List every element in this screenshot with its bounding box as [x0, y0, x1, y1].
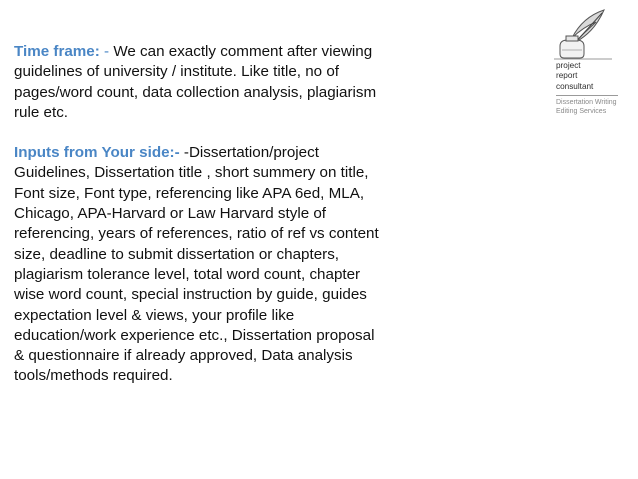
inputs-paragraph — [14, 143, 414, 387]
logo-divider — [556, 95, 618, 96]
logo-tagline-line1: Dissertation Writing — [556, 99, 617, 106]
logo-tagline — [556, 98, 636, 116]
logo-wordmark — [556, 61, 593, 92]
time-frame-dash: - — [99, 43, 114, 60]
company-logo — [548, 8, 638, 128]
slide-body — [14, 42, 414, 387]
time-frame-text: We can exactly comment after viewing guidelines of university / institute. Like title, no of pages/word count, data collection analysis, plagiarism rule etc. — [14, 43, 377, 121]
inputs-text: -Dissertation/project Guidelines, Dissertation title , short summery on title, Font size, Font type, referencing like APA 6ed, MLA, Chicago, APA-Harvard or Law Harvard style of referencing, years of references, ratio of ref vs content size, deadline to submit dissertation or chapters, plagiarism tolerance level, total word count, chapter wise word count, special instruction by guide, guides expectation level & views, your profile like education/work experience etc., Dissertation proposal & questionnaire if already approved, Data analysis tools/methods required. — [14, 144, 379, 385]
time-frame-label: Time frame: — [14, 43, 100, 60]
quill-inkpot-icon — [552, 8, 618, 60]
logo-line-project: project — [556, 61, 581, 70]
inputs-label: Inputs from Your side:- — [14, 144, 180, 162]
logo-line-report: report — [556, 71, 578, 81]
logo-tagline-line2: Editing Services — [556, 108, 607, 116]
time-frame-paragraph — [14, 42, 414, 123]
logo-line-consultant: consultant — [556, 81, 594, 91]
